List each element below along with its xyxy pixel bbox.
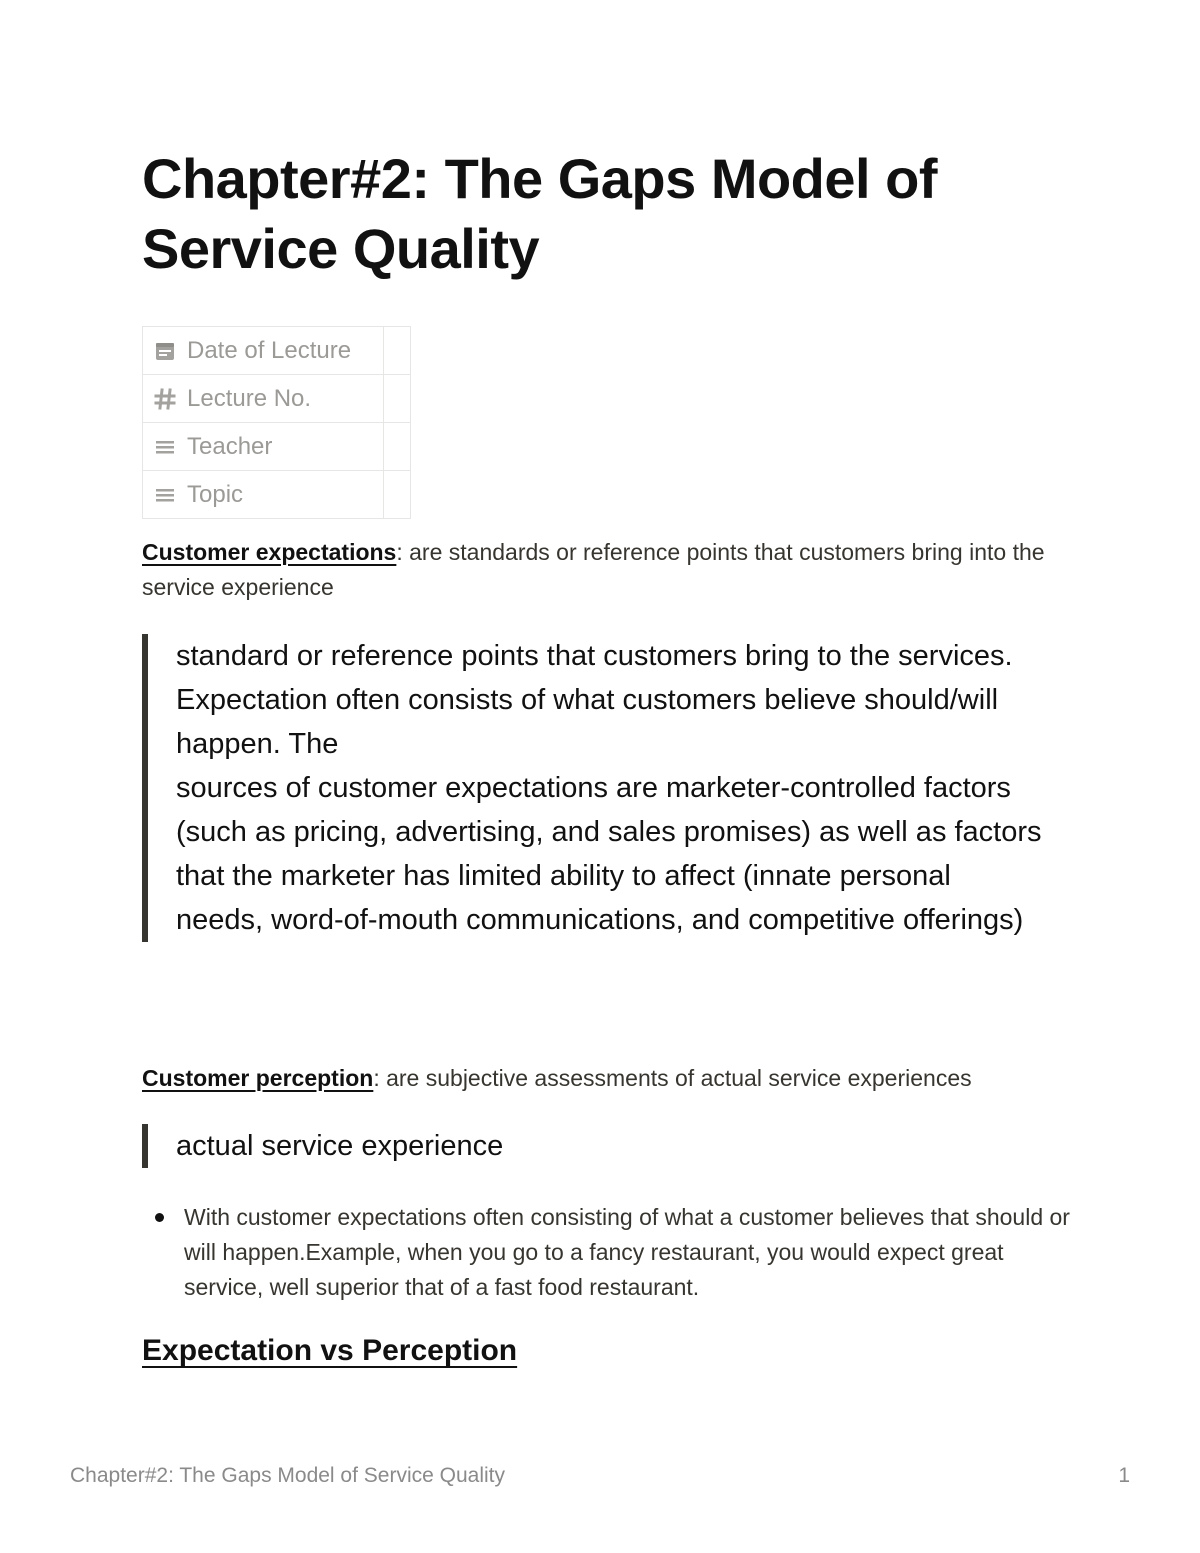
property-name-cell [143,423,384,471]
property-label: Topic [187,480,244,508]
expectations-definition [142,535,1072,605]
property-label: Date of Lecture [187,336,352,364]
perception-definition [142,1061,1072,1096]
page-title: Chapter#2: The Gaps Model of Service Quality [142,147,937,280]
quote-line: Expectation often consists of what customers believe should/will happen. The [176,684,999,760]
text-icon [153,483,177,507]
property-label: Teacher [187,432,273,460]
property-name-cell [143,471,384,519]
quote-line: standard or reference points that customers bring to the services. [176,640,1013,672]
perception-term: Customer perception [142,1065,374,1091]
section-heading: Expectation vs Perception [142,1334,518,1367]
property-name-cell [143,375,384,423]
expectations-term: Customer expectations [142,539,397,565]
property-label: Lecture No. [187,384,312,412]
calendar-icon [153,339,177,363]
list-item-text: With customer expectations often consisting of what a customer believes that should or will happen.Example, when you go to a fancy restaurant, you would expect great service, well superior that of a fast food restaurant. [184,1204,1070,1300]
property-name-cell [143,327,384,375]
text-icon [153,435,177,459]
expectations-definition-text: : are standards or reference points that customers bring into the service experience [142,539,1045,600]
perception-quote [142,1124,1042,1168]
perception-definition-text: : are subjective assessments of actual service experiences [373,1065,972,1091]
bullet-list [142,1200,1072,1305]
property-row [143,327,411,375]
property-row [143,423,411,471]
property-row [143,471,411,519]
property-value[interactable] [384,471,411,519]
quote-line: actual service experience [176,1130,504,1162]
property-value[interactable] [384,375,411,423]
property-value[interactable] [384,423,411,471]
property-value[interactable] [384,327,411,375]
bullet-dot-icon [155,1213,164,1222]
properties-table [142,326,411,519]
quote-line: sources of customer expectations are marketer-controlled factors (such as pricing, advertising, and sales promises) as well as factors that the marketer has limited ability to affect (innate personal needs, word-of-mouth communications, and competitive offerings) [176,772,1042,936]
expectations-quote [142,634,1042,942]
footer-title: Chapter#2: The Gaps Model of Service Quality [70,1464,506,1487]
property-row [143,375,411,423]
number-icon [153,387,177,411]
page-number: 1 [1118,1464,1130,1487]
list-item [142,1200,1072,1305]
